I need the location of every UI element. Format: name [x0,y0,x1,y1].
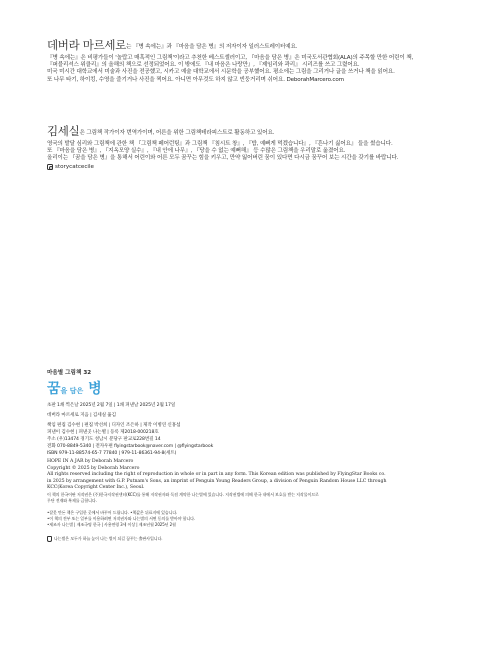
certification-line [47,536,467,542]
child-safety-icon [47,536,52,542]
address-info: 주소 (우)13474 경기도 성남시 분당구 판교로228번길 14 [47,437,161,442]
title-logo-part: 을 [60,387,70,395]
note-line: •제조자 나는별 | 제조국명 한국 | 사용연령 3세 이상 | 제조년월 2025년 2월 [47,521,176,527]
notes [47,510,467,528]
contact-info: 전화 070-8849-5340 | 전자우편 flyingstarbook@naver.com | @flyingstarbook [47,444,214,449]
author-name-suffix: 는 『병 속에는』과 『마음을 담은 병』의 저자이자 일러스트레이터예요. [126,44,298,50]
isbn-info: ISBN 979-11-88574-65-7 77840 | 979-11-86361-94-8(세트) [47,451,177,456]
copyright-en-line: KCC(Korea Copyright Center Inc.), Seoul. [47,485,145,491]
author-bio-line: 『퍼블리셔스 위클리』의 올해의 책으로 선정되었어요. 이 밖에도 『내 마음은 나랑만』, 『제임리와 곽리』 시리즈를 쓰고 그렸어요. [47,62,360,69]
title-logo [47,378,102,398]
colophon [47,402,467,542]
translator-name-suffix: 은 그림책 작가이자 번역가이며, 어른을 위한 그림책테라피스트로 활동하고 있어요. [79,130,275,136]
staff-info: 책임 편집 김수현 | 편집 박선희 | 디자인 조은하 | 제작 이병연 신홍섭 [47,423,181,428]
isbn-row [47,450,467,457]
translator-bio-line: 올리이는 『꿈을 담은 병』을 통해서 어린이와 어른 모두 꿈꾸는 힘을 키우고, 만약 잃어버린 꿈이 있다면 다시금 꿈꾸어 보는 시간을 갖기를 바랍니다. [47,155,399,162]
author-bio-line: 『병 속에는』은 비평가들이 '놀랍고 매혹적인 그림책'이라고 추천한 베스트셀러이고, 『마음을 담은 병』은 미국도서관협회(ALA)의 주목할 만한 어린이 책, [47,55,414,61]
series-label: 마음별 그림책 32 [47,370,92,376]
translator-bio-line: 영국의 발달 심리와 그림책에 관한 책 『그림책 페어런팅』과 그림책 『침시트 창』, 『밥, 예뻐게 먹겠습니다』, 『흔나기 싫어요』 들을 썼습니다. [47,141,393,147]
copyright-en-line: Copyright © 2025 by Deborah Marcero [47,465,140,471]
translator-bio [47,124,467,171]
certification-text: 나는별은 모두가 하늘 높이 나는 별이 되길 꿈꾸는 출판사입니다. [54,535,163,541]
title-logo-part: 꿈 [47,381,61,397]
note-line: •잘못 만든 책은 구입한 곳에서 바꾸어 드립니다. •책값은 뒤표지에 있습니다. [47,509,178,515]
title-logo-part: 담은 [69,387,84,395]
author-bio-line: 또 나무 타기, 하이킹, 수영을 즐기거나 사진을 찍어요. 아니면 아무것도 하지 않고 빈둥거리며 쉬어요. DeborahMarcero.com [47,76,344,83]
instagram-handle-text: storycatcecile [55,163,94,170]
legal-ko-line: 무단 전재와 복제를 금합니다. [47,497,97,503]
credits-info: 데버라 마르세로 지음 | 김세실 옮김 [47,413,116,418]
instagram-icon [47,164,53,170]
author-name-line [47,38,467,54]
copyright-en-line: in 2025 by arrangement with G.P. Putnam's Sons, an imprint of Penguin Young Readers Group, a division of Penguin Random House LLC through [47,478,387,484]
publisher-info: 펴낸이 김수현 | 펴낸곳 나는별 | 등록 제2018-000218호 [47,430,159,435]
legal-ko-line: 이 책의 한국어판 저작권은 (주)한국저작권센터(KCC)를 통해 저작권자와 독점 계약한 나는별에 있습니다. 저작권법에 의해 한국 내에서 보호를 받는 저작물이므로 [47,491,319,497]
title-logo-part: 병 [83,381,102,397]
note-line: •이 책의 전부 또는 일부를 이용하려면 저작권자와 나는별의 서면 동의를 받아야 합니다. [47,515,196,521]
author-bio [47,38,467,84]
copyright-en-line: HOPE IN A JAR by Deborah Marcero [47,459,134,464]
edition-info: 초판 1쇄 찍은날 2025년 2월 7일 | 1쇄 펴낸날 2025년 2월 17일 [47,403,176,408]
translator-name: 김세실 [47,124,80,138]
instagram-handle [47,163,467,171]
translator-bio-line: 또 『마음을 담은 병』, 『지옥모양 실수』, 『내 안에 나무』, 『당을 수 없는 예뻐해』 등 수많은 그림책을 우리말로 옮겼어요. [47,148,346,155]
author-name: 데버라 마르세로 [47,38,127,52]
author-bio-line: 미국 미시간 대학교에서 미술과 사진을 전공했고, 시카고 예술 대학교에서 시문학을 공부했어요. 평소에는 그림을 그리거나 글을 쓰거나 책을 읽어요. [47,69,395,76]
copyright-en-line: All rights reserved including the right of reproduction in whole or in part in any form. This Korean edition was published by FlyingStar Books co. [47,472,386,478]
translator-name-line [47,124,467,140]
